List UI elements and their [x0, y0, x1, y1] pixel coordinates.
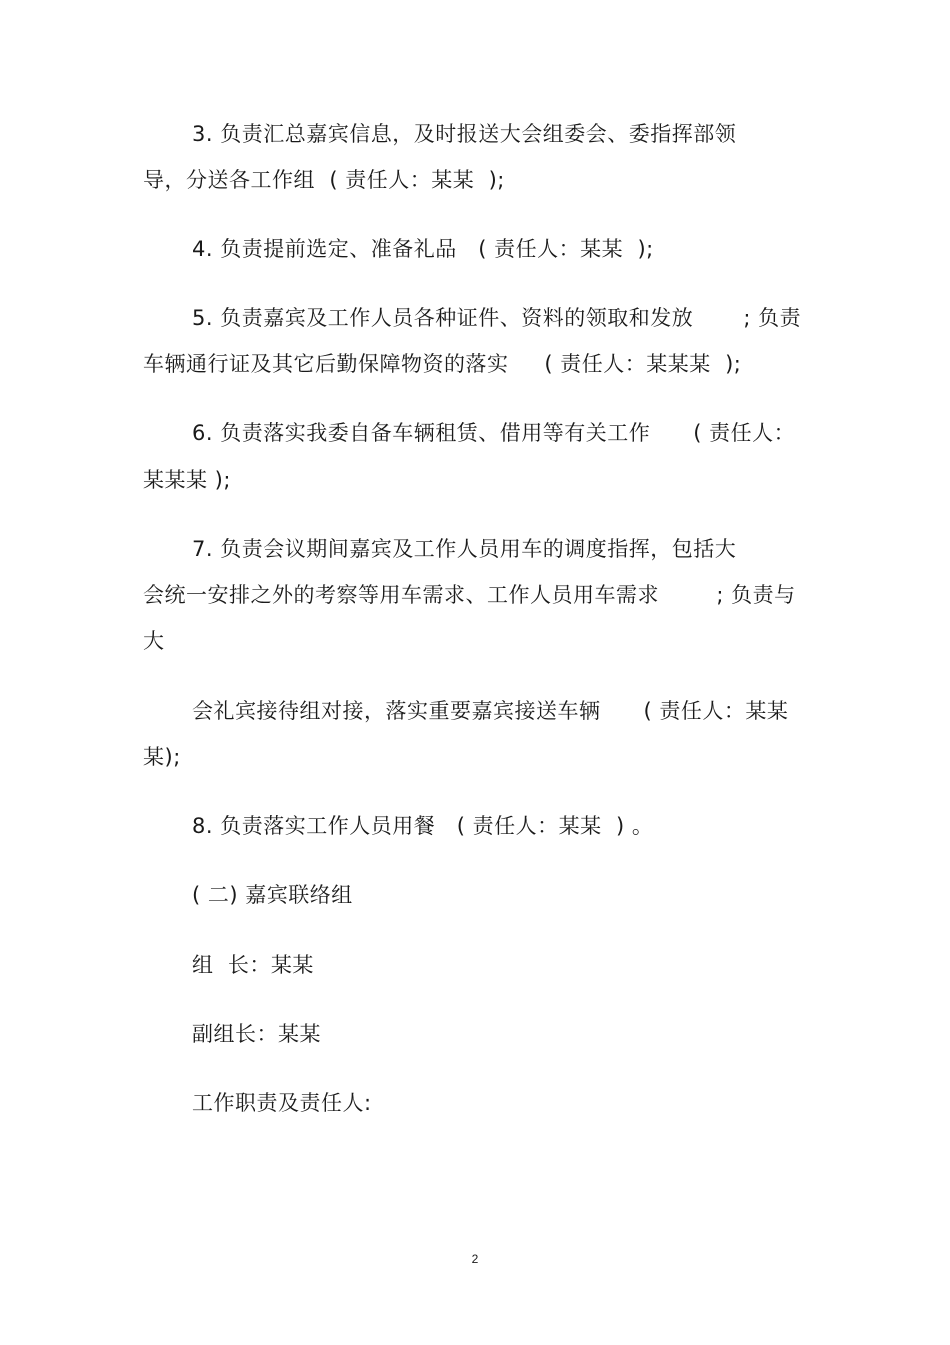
item-5-line-1: 5. 负责嘉宾及工作人员各种证件、资料的领取和发放 ; 负责: [192, 306, 802, 330]
group-deputy: 副组长：某某: [192, 1022, 321, 1046]
group-leader: 组 长：某某: [192, 953, 314, 977]
item-7-line-1: 7. 负责会议期间嘉宾及工作人员用车的调度指挥，包括大: [192, 537, 737, 561]
item-7-line-5: 某);: [143, 745, 181, 769]
item-7-line-2: 会统一安排之外的考察等用车需求、工作人员用车需求 ; 负责与: [143, 583, 796, 607]
item-6-line-2: 某某某 );: [143, 468, 231, 492]
item-4-line-1: 4. 负责提前选定、准备礼品 ( 责任人：某某 );: [192, 237, 654, 261]
item-7-line-4: 会礼宾接待组对接，落实重要嘉宾接送车辆 ( 责任人：某某: [192, 699, 789, 723]
duties-heading: 工作职责及责任人:: [192, 1091, 372, 1115]
item-6-line-1: 6. 负责落实我委自备车辆租赁、借用等有关工作 ( 责任人：: [192, 421, 796, 445]
item-3-line-1: 3. 负责汇总嘉宾信息，及时报送大会组委会、委指挥部领: [192, 122, 737, 146]
section-heading: ( 二) 嘉宾联络组: [192, 883, 353, 907]
item-8-line-1: 8. 负责落实工作人员用餐 ( 责任人：某某 ) 。: [192, 814, 654, 838]
item-3-line-2: 导，分送各工作组 ( 责任人：某某 );: [143, 168, 505, 192]
page-number: 2: [471, 1252, 479, 1266]
item-5-line-2: 车辆通行证及其它后勤保障物资的落实 ( 责任人：某某某 );: [143, 352, 742, 376]
item-7-line-3: 大: [143, 629, 165, 653]
